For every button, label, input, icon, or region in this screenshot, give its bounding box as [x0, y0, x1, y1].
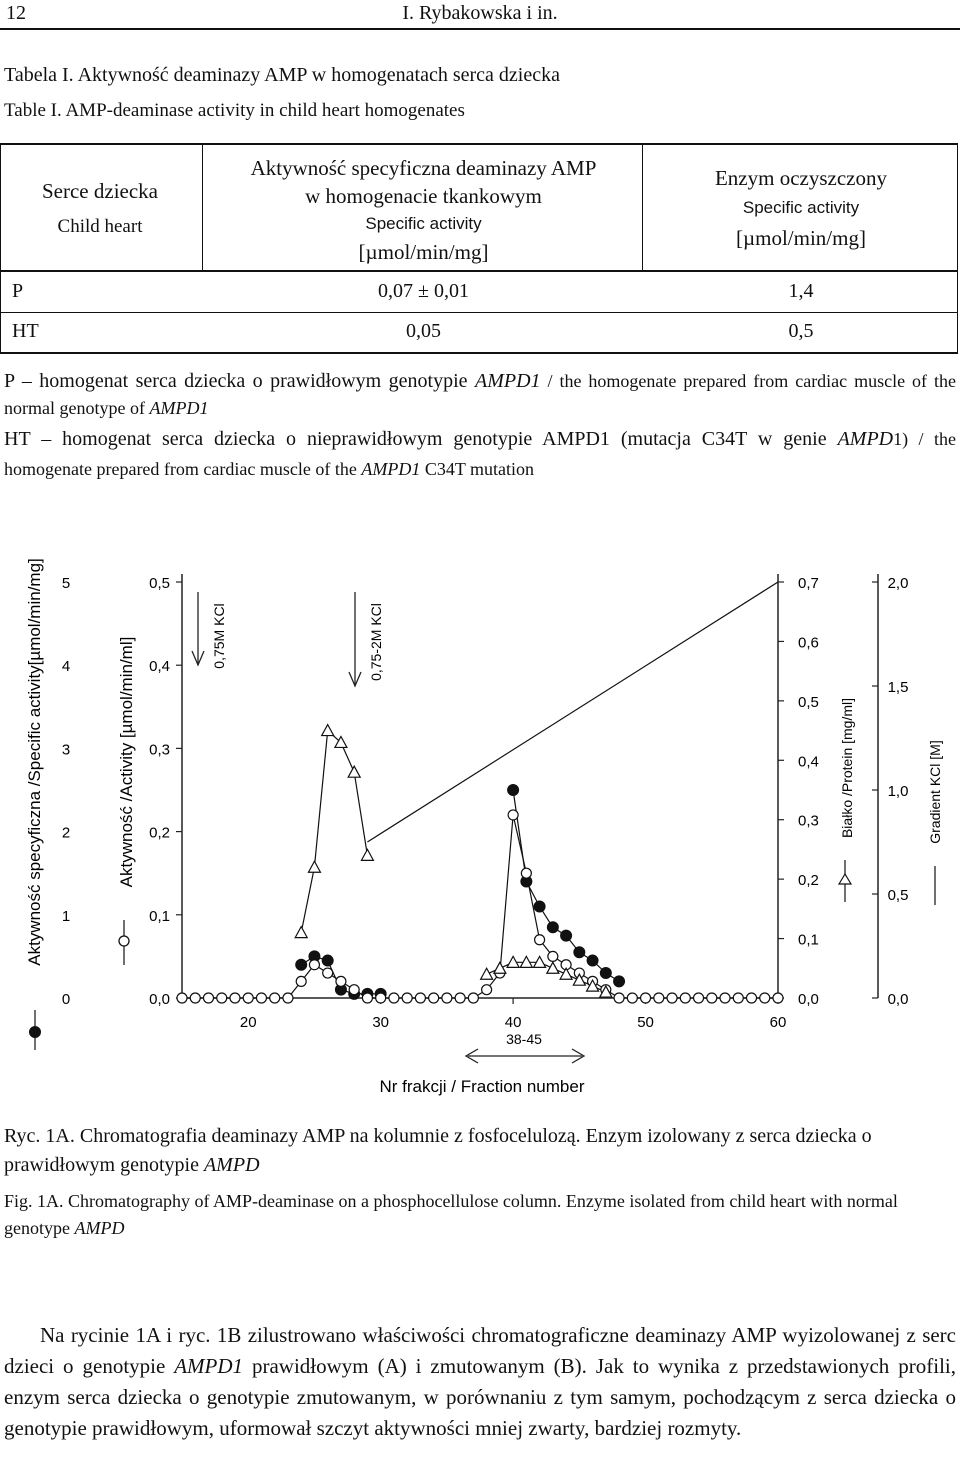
specific-activity-tick-label: 2	[61, 824, 71, 842]
gradient-axis-title: Gradient KCl [M]	[927, 740, 943, 844]
col-header-homogenate	[205, 154, 642, 266]
specific-activity-tick-label: 0	[61, 991, 71, 1008]
activity-point	[747, 993, 757, 1003]
activity-tick-label: 0,5	[149, 575, 170, 592]
note-ht-d: AMPD1	[361, 459, 421, 479]
col2-line2: w homogenacie tkankowym	[305, 184, 542, 208]
activity-point	[680, 993, 690, 1003]
specific-activity-point	[600, 968, 611, 979]
note-ht-b: AMPD	[837, 428, 894, 450]
specific-activity-point	[547, 922, 558, 933]
activity-point	[349, 985, 359, 995]
figure-caption-en	[4, 1188, 956, 1242]
activity-point	[667, 993, 677, 1003]
specific-activity-tick-label: 3	[61, 741, 71, 759]
protein-tick-label: 0,0	[798, 991, 819, 1008]
specific-activity-point	[614, 976, 625, 987]
col2-line3: Specific activity	[365, 214, 482, 233]
fig-pl-a: Ryc. 1A. Chromatografia deaminazy AMP na kolumnie z fosfocelulozą. Enzym izolowany z serca dziecka o prawidłowym genotypie	[4, 1125, 872, 1176]
specific-activity-point	[508, 785, 519, 796]
activity-point	[535, 935, 545, 945]
body-paragraph	[4, 1320, 956, 1444]
specific-activity-tick-label: 4	[61, 658, 71, 676]
activity-point	[283, 993, 293, 1003]
activity-tick-label: 0,0	[149, 991, 170, 1008]
row-ht-purified: 0,5	[788, 320, 814, 342]
activity-point	[362, 993, 372, 1003]
table-col-divider-1	[202, 143, 203, 271]
fig-pl-b: AMPD	[203, 1154, 260, 1176]
row-p-homogenate: 0,07 ± 0,01	[378, 280, 469, 302]
row-ht-label: HT	[12, 320, 39, 342]
activity-point	[627, 993, 637, 1003]
col-header-child-heart	[0, 178, 200, 240]
activity-point	[243, 993, 253, 1003]
note-p-a: P – homogenat serca dziecka o prawidłowym genotypie	[4, 370, 476, 392]
protein-axis-title: Białko /Protein [mg/ml]	[839, 697, 855, 839]
table-top-rule	[0, 143, 958, 145]
protein-tick-label: 0,2	[798, 872, 819, 890]
gradient-tick-label: 1,5	[887, 679, 909, 696]
row-ht-homogenate: 0,05	[406, 320, 441, 342]
activity-point	[230, 993, 240, 1003]
table-head-rule	[0, 270, 958, 272]
table-note-ht	[4, 424, 956, 484]
x-tick-label: 30	[372, 1014, 390, 1031]
specific-legend-marker	[30, 1027, 41, 1038]
activity-point	[614, 993, 624, 1003]
activity-point	[415, 993, 425, 1003]
para-c: prawidłowym (A) i zmutowanym (B). Jak to wynika z przedstawionych profili, enzym serca dziecka o genotypie zmutowanym, w porównaniu z tym samym, pochodzącym z serca dziecka o genotypie prawidłowym, uformował szczyt aktywności mniej zwarty, bardziej rozmyty.	[4, 1354, 956, 1440]
protein-tick-label: 0,6	[798, 634, 819, 652]
activity-point	[376, 993, 386, 1003]
kcl-gradient-label: 0,75-2M KCl	[368, 603, 384, 681]
table-col-divider-2	[642, 143, 643, 271]
activity-point	[707, 993, 717, 1003]
activity-line	[182, 815, 778, 998]
protein-legend-marker	[839, 874, 851, 884]
activity-axis-title: Aktywność /Activity [µmol/min/ml]	[117, 636, 136, 888]
specific-activity-point	[587, 955, 598, 966]
activity-point	[429, 993, 439, 1003]
activity-point	[442, 993, 452, 1003]
note-ht-e: C34T mutation	[420, 459, 534, 479]
kcl-075-label: 0,75M KCl	[211, 603, 227, 669]
activity-point	[694, 993, 704, 1003]
protein-point	[348, 766, 360, 777]
gradient-tick-label: 2,0	[887, 575, 909, 592]
x-axis-title: Nr frakcji / Fraction number	[379, 1077, 585, 1096]
gradient-tick-label: 0,0	[887, 991, 909, 1008]
row-p-label: P	[12, 280, 24, 302]
protein-point	[481, 968, 493, 979]
table-title-en: Table I. AMP-deaminase activity in child heart homogenates	[4, 100, 465, 121]
activity-point	[720, 993, 730, 1003]
activity-point	[402, 993, 412, 1003]
activity-point	[177, 993, 187, 1003]
activity-point	[190, 993, 200, 1003]
note-ht-c: 1) / the homogenate prepared from cardiac muscle of the	[4, 429, 956, 479]
protein-point	[494, 962, 506, 973]
specific-activity-point	[296, 959, 307, 970]
activity-tick-label: 0,2	[149, 824, 170, 842]
gradient-line	[367, 582, 778, 842]
protein-point	[547, 962, 559, 973]
figure-caption-pl	[4, 1122, 956, 1180]
note-p-b: AMPD1	[475, 370, 541, 392]
gradient-tick-label: 0,5	[887, 887, 909, 904]
specific-activity-tick-label: 1	[61, 907, 71, 925]
activity-point	[203, 993, 213, 1003]
specific-activity-point	[322, 955, 333, 966]
protein-line	[301, 731, 367, 933]
row-p-purified: 1,4	[788, 280, 814, 302]
activity-tick-label: 0,3	[149, 741, 170, 759]
running-authors: I. Rybakowska i in.	[402, 2, 558, 24]
protein-tick-label: 0,7	[798, 575, 819, 592]
activity-point	[760, 993, 770, 1003]
protein-point	[560, 968, 572, 979]
table-title-pl: Tabela I. Aktywność deaminazy AMP w homogenatach serca dziecka	[4, 64, 560, 86]
specific-activity-tick-label: 5	[61, 575, 71, 592]
protein-point	[322, 725, 334, 736]
col3-line2: Specific activity	[742, 198, 860, 217]
protein-tick-label: 0,4	[798, 753, 819, 771]
activity-point	[323, 968, 333, 978]
note-p-c: / the homogenate prepared from cardiac muscle of the normal genotype of	[4, 371, 957, 418]
fraction-range-label: 38-45	[506, 1031, 542, 1047]
protein-tick-label: 0,5	[798, 693, 819, 711]
activity-point	[309, 960, 319, 970]
activity-point	[733, 993, 743, 1003]
activity-point	[508, 810, 518, 820]
x-tick-label: 50	[637, 1014, 654, 1031]
activity-point	[641, 993, 651, 1003]
protein-point	[308, 861, 320, 872]
specific-activity-point	[561, 930, 572, 941]
running-header	[0, 0, 960, 30]
activity-point	[336, 976, 346, 986]
note-p-d: AMPD1	[149, 398, 209, 418]
protein-tick-label: 0,1	[798, 931, 819, 949]
para-a: Na rycinie 1A i ryc. 1B zilustrowano właściwości chromatograficzne deaminazy AMP wyizolowanej z serc dzieci o genotypie	[4, 1323, 956, 1378]
protein-tick-label: 0,3	[798, 812, 819, 830]
activity-point	[468, 993, 478, 1003]
chromatography-chart	[0, 510, 960, 1110]
activity-point	[389, 993, 399, 1003]
col1-pl: Serce dziecka	[41, 179, 158, 203]
x-tick-label: 60	[769, 1014, 787, 1031]
activity-tick-label: 0,1	[149, 907, 170, 925]
note-ht-a: HT – homogenat serca dziecka o nieprawidłowym genotypie AMPD1 (mutacja C34T w genie	[4, 428, 838, 450]
x-tick-label: 40	[504, 1014, 522, 1031]
activity-legend-marker	[119, 936, 129, 946]
activity-point	[455, 993, 465, 1003]
fig-en-a: Fig. 1A. Chromatography of AMP-deaminase on a phosphocellulose column. Enzyme isolated from child heart with normal genotype	[4, 1191, 898, 1238]
col2-line1: Aktywność specyficzna deaminazy AMP	[250, 156, 597, 180]
activity-tick-label: 0,4	[149, 658, 170, 676]
activity-point	[296, 976, 306, 986]
specific-activity-axis-title: Aktywność specyficzna /Specific activity[µmol/min/mg]	[25, 558, 44, 966]
specific-activity-point	[574, 947, 585, 958]
activity-point	[548, 951, 558, 961]
activity-point	[270, 993, 280, 1003]
table-left-border	[0, 143, 1, 354]
activity-point	[256, 993, 266, 1003]
col1-en: Child heart	[57, 216, 143, 237]
activity-point	[217, 993, 227, 1003]
protein-point	[361, 849, 373, 860]
activity-point	[482, 985, 492, 995]
col3-line1: Enzym oczyszczony	[714, 166, 887, 190]
protein-point	[295, 927, 307, 938]
fig-en-b: AMPD	[74, 1218, 125, 1238]
header-rule	[0, 28, 960, 30]
activity-point	[654, 993, 664, 1003]
x-tick-label: 20	[239, 1014, 257, 1031]
gradient-tick-label: 1,0	[887, 783, 909, 800]
col-header-purified	[645, 163, 957, 253]
activity-point	[521, 868, 531, 878]
para-b: AMPD1	[174, 1354, 244, 1378]
table-right-border	[957, 143, 958, 354]
table-note-p	[4, 368, 956, 422]
page-number: 12	[6, 2, 26, 24]
table-bottom-rule	[0, 352, 958, 354]
specific-activity-point	[534, 901, 545, 912]
table-row-rule	[0, 312, 958, 313]
col3-line3: [µmol/min/mg]	[736, 226, 866, 250]
activity-point	[773, 993, 783, 1003]
col2-line4: [µmol/min/mg]	[358, 240, 489, 264]
